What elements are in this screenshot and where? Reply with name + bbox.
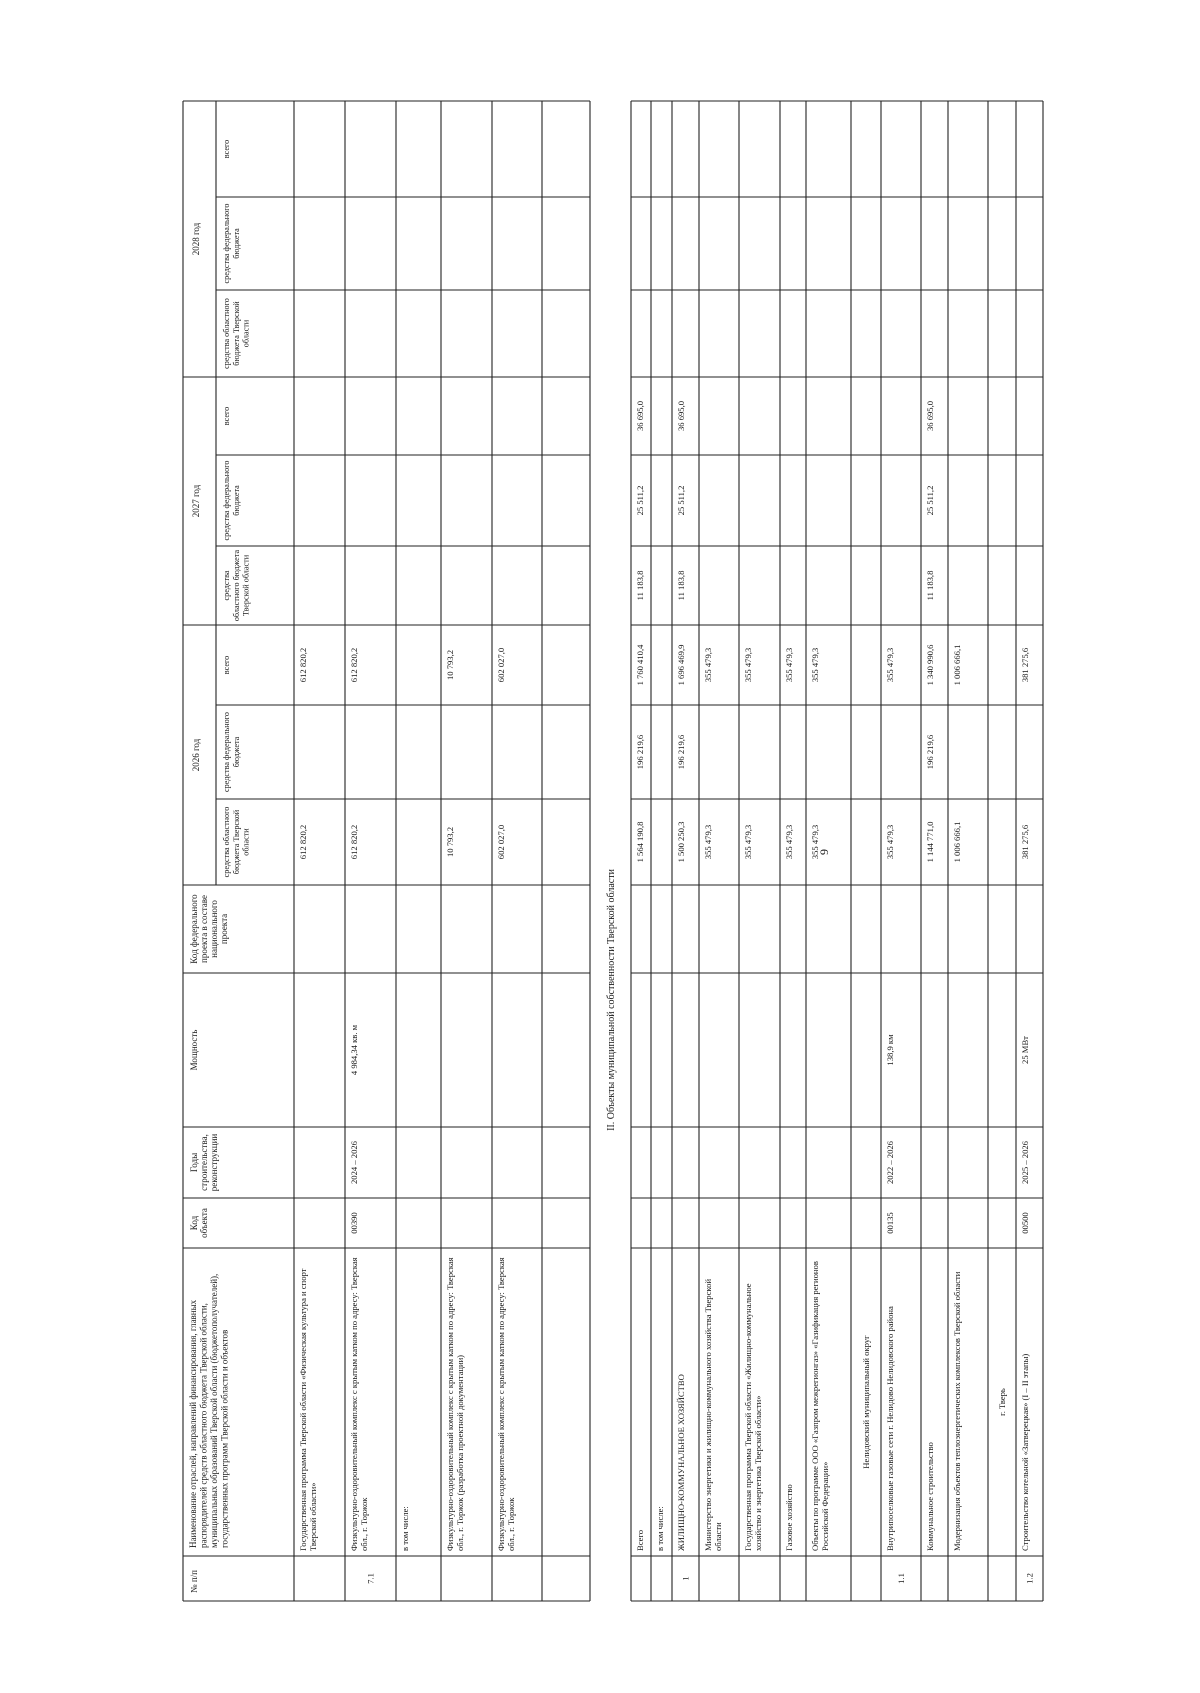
cell-capacity: 138,9 км [885, 1034, 895, 1066]
table2-row [784, 648, 794, 1551]
table1-row [400, 1506, 410, 1551]
cell-name: Физкультурно-оздоровительный комплекс с крытым катком по адресу: Тверскаяобл., г. Торжок (разработка проектной документации) [445, 1257, 465, 1551]
cell-value-1: 355 479,3 [885, 824, 895, 860]
cell-value-3: 355 479,3 [784, 647, 794, 683]
cell-code: 00390 [349, 1212, 359, 1234]
cell-value-3: 612 820,2 [349, 647, 359, 683]
page-number: 9 [817, 849, 831, 855]
cell-value-1: 602 027,0 [496, 824, 506, 860]
cell-value-2: 196 219,6 [925, 734, 935, 770]
cell-num: 1.1 [896, 1573, 906, 1584]
cell-name: Физкультурно-оздоровительный комплекс с крытым катком по адресу: Тверскаяобл., г. Торжок [496, 1257, 516, 1551]
cell-name: Газовое хозяйство [784, 1484, 794, 1551]
table1-row [349, 648, 376, 1584]
cell-value-1: 612 820,2 [349, 824, 359, 860]
cell-value-1: 355 479,3 [784, 824, 794, 860]
cell-name: Государственная программа Тверской области «Жилищно-коммунальноехозяйство и энергетика Тверской области» [743, 1283, 763, 1551]
header-name: Наименование отраслей, направлений финансирования, главныхраспорядителей средств областного бюджета Тверской области,муниципальных образований Тверской области (бюджетополучателей),государственных программ Тверской области и объектов [188, 1273, 230, 1548]
header-subcol-3-1: средства областногобюджета Тверскойобласти [222, 298, 251, 369]
header-subcol-2-2: средства федеральногобюджета [222, 460, 241, 541]
cell-value-3: 355 479,3 [743, 647, 753, 683]
cell-value-3: 1 696 469,9 [676, 644, 686, 686]
cell-name: Объекты по программе ООО «Газпром межрегионгаз» «Газификация регионовРоссийской Федерации» [810, 1261, 830, 1551]
cell-value-1: 1 006 666,1 [952, 821, 962, 863]
cell-code: 00500 [1020, 1212, 1030, 1234]
cell-name: Всего [635, 1529, 645, 1551]
cell-name: Внутрипоселковые газовые сети г. Нелидово Нелидовского района [885, 1306, 895, 1551]
table1-row [496, 648, 516, 1551]
cell-num: 7.1 [365, 1573, 376, 1584]
rotated-table-content [183, 101, 1043, 1601]
header-num: № п/п [189, 1570, 199, 1593]
table2-row [925, 401, 935, 1551]
table-1 [183, 101, 590, 1601]
cell-value-3: 381 275,6 [1020, 647, 1030, 683]
cell-name: Нелидовский муниципальный округ [861, 1335, 871, 1469]
cell-value-3: 355 479,3 [703, 647, 713, 683]
header-code: Кодобъекта [189, 1208, 209, 1238]
cell-value-4: 11 183,8 [635, 570, 645, 601]
table2-row [676, 401, 691, 1581]
cell-value-3: 602 027,0 [496, 647, 506, 683]
cell-name: в том числе: [655, 1506, 665, 1551]
cell-years: 2024 – 2026 [349, 1141, 359, 1184]
cell-value-3: 612 820,2 [298, 647, 308, 683]
cell-value-5: 25 511,2 [676, 485, 686, 516]
cell-name: Министерство энергетики и жилищно-коммунального хозяйства Тверскойобласти [703, 1278, 723, 1551]
header-subcol-3-3: всего [222, 139, 231, 159]
header-subcol-2-1: средстваобластного бюджетаТверской области [222, 549, 251, 622]
cell-value-5: 25 511,2 [635, 485, 645, 516]
cell-value-1: 1 500 250,3 [676, 821, 686, 863]
table2-row [635, 401, 645, 1551]
cell-name: Коммунальное строительство [925, 1442, 935, 1551]
table1-row [298, 648, 318, 1551]
header-subcol-1-2: средства федеральногобюджета [222, 711, 241, 793]
cell-value-2: 196 219,6 [676, 734, 686, 770]
table2-row [952, 645, 962, 1551]
cell-name: ЖИЛИЩНО-КОММУНАЛЬНОЕ ХОЗЯЙСТВО [676, 1374, 686, 1551]
cell-value-4: 11 183,8 [676, 570, 686, 601]
table2-row [861, 1335, 871, 1469]
cell-value-1: 381 275,6 [1020, 824, 1030, 860]
cell-value-6: 36 695,0 [925, 400, 935, 432]
table2-row [655, 1506, 665, 1551]
header-year-1: 2026 год [191, 738, 201, 772]
cell-value-1: 1 564 190,8 [635, 821, 645, 863]
cell-name: Строительство котельной «Затверецкая» (I – II этапы) [1020, 1353, 1030, 1551]
header-year-3: 2028 год [191, 222, 201, 256]
header-fed-code: Код федеральногопроекта в составенациональногопроекта [189, 894, 229, 964]
cell-name: Модернизация объектов теплоэнергетических комплексов Тверской области [952, 1271, 962, 1551]
table2-row [885, 648, 906, 1584]
cell-value-1: 1 144 771,0 [925, 821, 935, 863]
table2-row [810, 648, 830, 1551]
cell-value-3: 1 340 990,6 [925, 644, 935, 686]
cell-value-5: 25 511,2 [925, 485, 935, 516]
cell-num: 1 [680, 1576, 691, 1581]
cell-value-3: 355 479,3 [885, 647, 895, 683]
cell-value-1: 355 479,3 [743, 824, 753, 860]
cell-value-1: 355 479,3 [703, 824, 713, 860]
cell-name: в том числе: [400, 1506, 410, 1551]
table-2 [631, 101, 1043, 1601]
cell-years: 2022 – 2026 [885, 1141, 895, 1184]
cell-value-1: 10 793,2 [445, 826, 455, 858]
cell-value-1: 612 820,2 [298, 824, 308, 860]
cell-value-6: 36 695,0 [635, 400, 645, 432]
cell-name: г. Тверь [997, 1388, 1007, 1416]
cell-years: 2025 – 2026 [1020, 1141, 1030, 1184]
header-subcol-1-1: средства областногобюджета Тверскойобласти [222, 806, 251, 878]
cell-value-3: 10 793,2 [445, 649, 455, 681]
cell-value-4: 11 183,8 [925, 570, 935, 601]
cell-value-2: 196 219,6 [635, 734, 645, 770]
cell-value-6: 36 695,0 [676, 400, 686, 432]
cell-capacity: 25 МВт [1020, 1036, 1030, 1064]
header-years: Годыстроительства,реконструкции [189, 1133, 219, 1192]
table2-row [997, 1388, 1007, 1416]
cell-value-1: 355 479,3 [810, 824, 820, 860]
section-2-title: II. Объекты муниципальной собственности Тверской области [606, 869, 617, 1131]
cell-num: 1.2 [1024, 1573, 1035, 1584]
cell-value-3: 355 479,3 [810, 647, 820, 683]
cell-value-3: 1 006 666,1 [952, 644, 962, 686]
header-year-2: 2027 год [191, 484, 201, 518]
table2-row [1020, 647, 1035, 1584]
cell-name: Государственная программа Тверской области «Физическая культура и спортТверской области» [298, 1268, 318, 1551]
cell-value-3: 1 760 410,4 [635, 644, 645, 686]
table1-row [445, 650, 465, 1551]
header-capacity: Мощность [189, 1029, 199, 1071]
header-subcol-1-3: всего [222, 655, 231, 675]
table2-row [703, 648, 723, 1551]
cell-capacity: 4 984,34 кв. м [349, 1024, 359, 1076]
header-subcol-3-2: средства федеральногобюджета [222, 203, 241, 284]
header-subcol-2-3: всего [222, 406, 231, 426]
table2-row [743, 648, 763, 1551]
cell-code: 00135 [885, 1212, 895, 1234]
cell-name: Физкультурно-оздоровительный комплекс с крытым катком по адресу: Тверскаяобл., г. Торжок [349, 1257, 369, 1551]
